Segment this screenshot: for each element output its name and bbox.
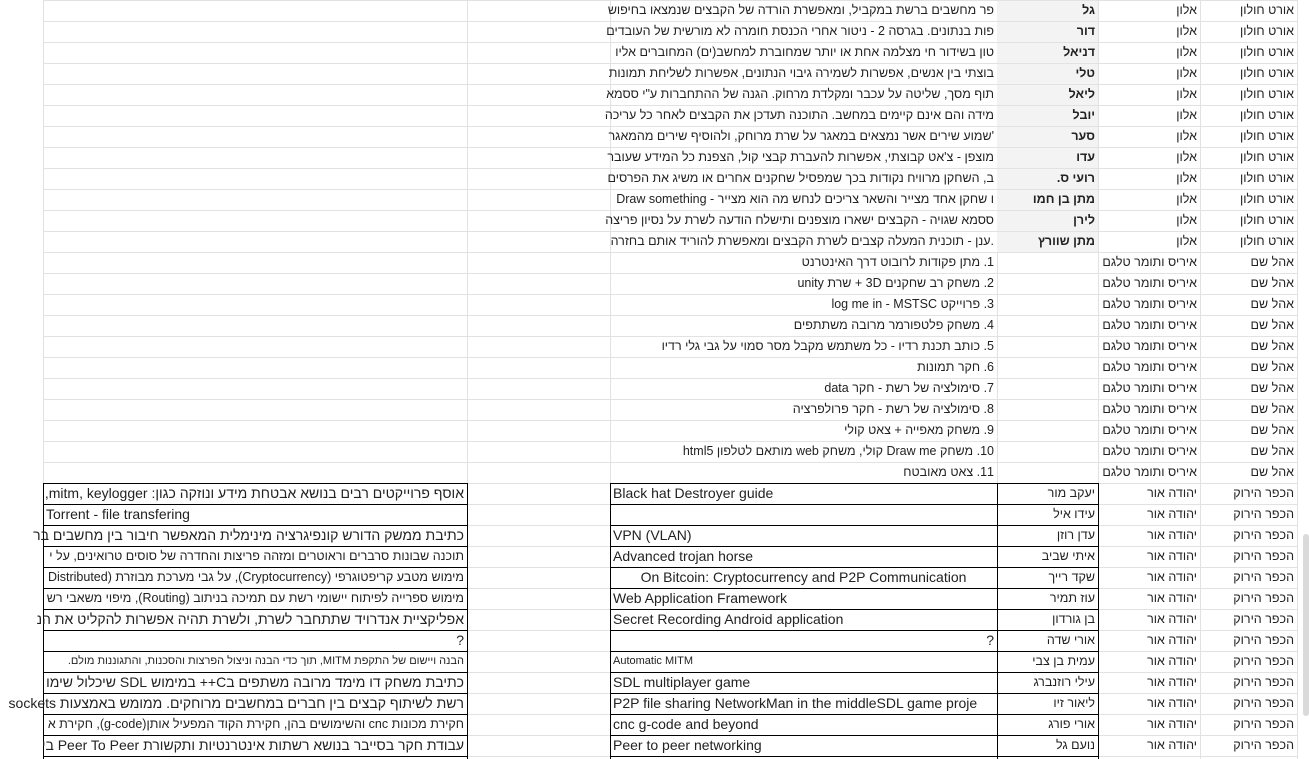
- description-cell[interactable]: [46, 273, 464, 293]
- school-cell[interactable]: אורט חולון: [1240, 171, 1294, 185]
- teacher-cell[interactable]: איריס ותומר טלגם: [1102, 276, 1197, 290]
- project-cell[interactable]: Peer to peer networking: [613, 737, 762, 753]
- project-cell[interactable]: P2P file sharing NetworkMan in the middleSDL game proje: [613, 695, 978, 711]
- empty-cell[interactable]: [470, 84, 607, 104]
- teacher-cell[interactable]: יהודה אור: [1147, 528, 1197, 542]
- school-cell[interactable]: אורט חולון: [1240, 24, 1294, 38]
- school-cell[interactable]: אורט חולון: [1240, 3, 1294, 17]
- school-cell[interactable]: אהל שם: [1250, 339, 1294, 353]
- school-cell[interactable]: אהל שם: [1250, 465, 1294, 479]
- description-cell[interactable]: [46, 231, 464, 251]
- project-cell[interactable]: Black hat Destroyer guide: [613, 485, 774, 501]
- empty-cell[interactable]: [470, 357, 607, 377]
- empty-cell[interactable]: [470, 42, 607, 62]
- project-cell[interactable]: 7. סימולציה של רשת - חקר data: [824, 381, 994, 395]
- description-cell[interactable]: [46, 0, 464, 20]
- column-divider: [1200, 0, 1201, 759]
- empty-cell[interactable]: [470, 273, 607, 293]
- student-cell[interactable]: עדן רוזן: [1056, 528, 1095, 542]
- school-cell[interactable]: הכפר הירוק: [1233, 633, 1294, 647]
- empty-cell[interactable]: [470, 693, 607, 713]
- school-cell[interactable]: הכפר הירוק: [1233, 570, 1294, 584]
- school-cell[interactable]: אורט חולון: [1240, 87, 1294, 101]
- teacher-cell[interactable]: איריס ותומר טלגם: [1102, 297, 1197, 311]
- description-cell[interactable]: [46, 315, 464, 335]
- student-cell[interactable]: עילי רוזנברג: [1033, 675, 1095, 689]
- school-cell[interactable]: אהל שם: [1250, 402, 1294, 416]
- school-cell[interactable]: אהל שם: [1250, 444, 1294, 458]
- student-cell[interactable]: דור: [1076, 24, 1095, 38]
- student-cell[interactable]: [1000, 315, 1095, 335]
- description-cell[interactable]: תוכנה שבונות סרברים וראוטרים ומזהה פריצות והחדרה של סוסים טרואינים, על י: [49, 549, 464, 563]
- description-cell[interactable]: [46, 252, 464, 272]
- project-cell[interactable]: מידה והם אינם קיימים במחשב. התוכנה תעדכן את הקבצים לאחר כל עריכה: [604, 108, 994, 122]
- school-cell[interactable]: הכפר הירוק: [1233, 549, 1294, 563]
- description-cell[interactable]: [46, 105, 464, 125]
- vertical-scrollbar[interactable]: [1303, 534, 1309, 716]
- project-cell[interactable]: פות בנתונים. בגרסה 2 - ניטור אחרי הכנסת חומרה לא מורשית של העובדים: [606, 24, 994, 38]
- teacher-cell[interactable]: איריס ותומר טלגם: [1102, 402, 1197, 416]
- empty-cell[interactable]: [470, 462, 607, 482]
- project-cell[interactable]: 2. משחק רב שחקנים 3D + שרת unity: [797, 276, 994, 290]
- student-cell[interactable]: נועם גל: [1056, 738, 1095, 752]
- empty-cell[interactable]: [470, 210, 607, 230]
- student-cell[interactable]: איתי שביב: [1041, 549, 1095, 563]
- project-cell[interactable]: SDL multiplayer game: [613, 674, 751, 690]
- empty-cell[interactable]: [470, 609, 607, 629]
- empty-cell[interactable]: [470, 63, 607, 83]
- student-cell[interactable]: דניאל: [1063, 45, 1095, 59]
- teacher-cell[interactable]: איריס ותומר טלגם: [1102, 255, 1197, 269]
- student-cell[interactable]: ליאל: [1068, 87, 1095, 101]
- description-cell[interactable]: אוסף פרוייקטים רבים בנושא אבטחת מידע ונוזקה כגון: mitm, keylogger,: [44, 485, 464, 501]
- school-cell[interactable]: הכפר הירוק: [1233, 654, 1294, 668]
- student-cell[interactable]: עמית בן צבי: [1032, 654, 1095, 668]
- student-cell[interactable]: [1000, 336, 1095, 356]
- school-cell[interactable]: הכפר הירוק: [1233, 507, 1294, 521]
- description-cell[interactable]: [46, 210, 464, 230]
- project-cell[interactable]: בוצתי בין אנשים, אפשרות לשמירה גיבוי הנתונים, אפשרות לשליחת תמונות: [608, 66, 994, 80]
- teacher-cell[interactable]: יהודה אור: [1147, 591, 1197, 605]
- teacher-cell[interactable]: יהודה אור: [1147, 486, 1197, 500]
- empty-cell[interactable]: [470, 651, 607, 671]
- description-cell[interactable]: [46, 378, 464, 398]
- project-cell[interactable]: מוצפן - צ'אט קבוצתי, אפשרות להעברת קבצי קול, הצפנת כל המידע שעובר: [607, 150, 994, 164]
- project-cell[interactable]: 5. כותב תכנת רדיו - כל משתמש מקבל מסר סמוי על גבי גלי רדיו: [661, 339, 994, 353]
- student-cell[interactable]: [1000, 399, 1095, 419]
- student-cell[interactable]: גל: [1082, 3, 1095, 17]
- description-cell[interactable]: מימוש מטבע קריפטוגרפי (Cryptocurrency), על גבי מערכת מבוזרת (Distributed: [47, 570, 464, 584]
- description-cell[interactable]: אפליקציית אנדרויד שתתחבר לשרת, ולשרת תהיה אפשרות להקליט את הנ: [36, 611, 464, 627]
- teacher-cell[interactable]: יהודה אור: [1147, 654, 1197, 668]
- student-cell[interactable]: סער: [1071, 129, 1095, 143]
- empty-cell[interactable]: [470, 630, 607, 650]
- empty-cell[interactable]: [470, 399, 607, 419]
- project-cell[interactable]: 11. צאט מאובטח: [903, 465, 994, 479]
- student-cell[interactable]: אורי פורג: [1048, 717, 1095, 731]
- teacher-cell[interactable]: איריס ותומר טלגם: [1102, 444, 1197, 458]
- school-cell[interactable]: אהל שם: [1250, 276, 1294, 290]
- teacher-cell[interactable]: איריס ותומר טלגם: [1102, 423, 1197, 437]
- teacher-cell[interactable]: יהודה אור: [1147, 570, 1197, 584]
- description-cell[interactable]: עבודת חקר בסייבר בנושא רשתות אינטרנטיות ותקשורת Peer To Peer בי: [41, 737, 464, 753]
- description-cell[interactable]: רשת לשיתוף קבצים בין חברים במחשבים מרוחקים. ממומש באמצעות sockets: [8, 695, 464, 711]
- school-cell[interactable]: אורט חולון: [1240, 213, 1294, 227]
- student-cell[interactable]: [1000, 378, 1095, 398]
- description-cell[interactable]: [46, 294, 464, 314]
- teacher-cell[interactable]: אלון: [1176, 192, 1197, 206]
- student-cell[interactable]: מתן שוורץ: [1038, 234, 1095, 248]
- project-cell[interactable]: פר מחשבים ברשת במקביל, ומאפשרת הורדה של הקבצים שנמצאו בחיפוש: [607, 3, 994, 17]
- empty-cell[interactable]: [470, 441, 607, 461]
- teacher-cell[interactable]: יהודה אור: [1147, 633, 1197, 647]
- teacher-cell[interactable]: יהודה אור: [1147, 717, 1197, 731]
- student-cell[interactable]: יובל: [1072, 108, 1095, 122]
- teacher-cell[interactable]: יהודה אור: [1147, 738, 1197, 752]
- student-cell[interactable]: [1000, 273, 1095, 293]
- empty-cell[interactable]: [470, 336, 607, 356]
- school-cell[interactable]: אורט חולון: [1240, 108, 1294, 122]
- project-cell[interactable]: 10. משחק Draw me קולי, משחק web מותאם לטלפון html5: [682, 444, 994, 458]
- empty-cell[interactable]: [470, 525, 607, 545]
- teacher-cell[interactable]: איריס ותומר טלגם: [1102, 381, 1197, 395]
- empty-cell[interactable]: [470, 126, 607, 146]
- project-cell[interactable]: Automatic MITM: [613, 655, 694, 667]
- school-cell[interactable]: אורט חולון: [1240, 192, 1294, 206]
- school-cell[interactable]: אורט חולון: [1240, 150, 1294, 164]
- teacher-cell[interactable]: אלון: [1176, 66, 1197, 80]
- school-cell[interactable]: הכפר הירוק: [1233, 591, 1294, 605]
- project-cell[interactable]: 8. סימולציה של רשת - חקר פרולפרציה: [792, 402, 994, 416]
- description-cell[interactable]: [46, 168, 464, 188]
- cell-border: [1098, 483, 1099, 759]
- description-cell[interactable]: [46, 126, 464, 146]
- student-cell[interactable]: עוז תמיר: [1049, 591, 1095, 605]
- empty-cell[interactable]: [470, 105, 607, 125]
- project-cell[interactable]: 1. מתן פקודות לרובוט דרך האינטרנט: [801, 255, 994, 269]
- school-cell[interactable]: הכפר הירוק: [1233, 717, 1294, 731]
- empty-cell[interactable]: [470, 546, 607, 566]
- teacher-cell[interactable]: איריס ותומר טלגם: [1102, 318, 1197, 332]
- empty-cell[interactable]: [470, 567, 607, 587]
- school-cell[interactable]: אורט חולון: [1240, 45, 1294, 59]
- teacher-cell[interactable]: אלון: [1176, 129, 1197, 143]
- project-cell[interactable]: Web Application Framework: [613, 590, 788, 606]
- cell-border: [467, 483, 468, 759]
- project-cell[interactable]: Advanced trojan horse: [613, 548, 754, 564]
- project-cell[interactable]: On Bitcoin: Cryptocurrency and P2P Communication: [640, 569, 967, 585]
- student-cell[interactable]: בן גורדון: [1052, 612, 1095, 626]
- school-cell[interactable]: אהל שם: [1250, 381, 1294, 395]
- description-cell[interactable]: [46, 147, 464, 167]
- project-cell[interactable]: 6. חקר תמונות: [917, 360, 994, 374]
- empty-cell[interactable]: [470, 0, 607, 20]
- school-cell[interactable]: אהל שם: [1250, 423, 1294, 437]
- student-cell[interactable]: ליאור זיו: [1053, 696, 1095, 710]
- student-cell[interactable]: [1000, 294, 1095, 314]
- school-cell[interactable]: אהל שם: [1250, 255, 1294, 269]
- description-cell[interactable]: [46, 462, 464, 482]
- teacher-cell[interactable]: אלון: [1176, 108, 1197, 122]
- empty-cell[interactable]: [470, 672, 607, 692]
- school-cell[interactable]: הכפר הירוק: [1233, 528, 1294, 542]
- student-cell[interactable]: עידו איל: [1053, 507, 1095, 521]
- project-cell[interactable]: ב, השחקן מרוויח נקודות בכך שמפסיל שחקנים אחרים או משיג את הפרסים: [607, 171, 994, 185]
- description-cell[interactable]: כתיבת משחק דו מימד מרובה משתפים בC++ במימוש SDL שיכלול שימו: [46, 674, 464, 690]
- school-cell[interactable]: הכפר הירוק: [1233, 738, 1294, 752]
- description-cell[interactable]: כתיבת ממשק הדורש קונפיגרציה מינימלית המאפשר חיבור בין מחשבים בר: [33, 527, 464, 543]
- description-cell[interactable]: [46, 399, 464, 419]
- student-cell[interactable]: שקד רייך: [1048, 570, 1095, 584]
- teacher-cell[interactable]: יהודה אור: [1147, 675, 1197, 689]
- empty-cell[interactable]: [470, 147, 607, 167]
- project-cell[interactable]: ?: [986, 632, 994, 648]
- project-cell[interactable]: 9. משחק מאפייה + צאט קולי: [844, 423, 994, 437]
- empty-cell[interactable]: [470, 252, 607, 272]
- project-cell[interactable]: 3. פרוייקט log me in - MSTSC: [831, 297, 994, 311]
- school-cell[interactable]: הכפר הירוק: [1233, 696, 1294, 710]
- description-cell[interactable]: [46, 84, 464, 104]
- empty-cell[interactable]: [470, 189, 607, 209]
- project-cell[interactable]: Secret Recording Android application: [613, 611, 844, 627]
- student-cell[interactable]: לירן: [1073, 213, 1095, 227]
- column-divider: [1297, 0, 1298, 759]
- student-cell[interactable]: אורי שדה: [1046, 633, 1095, 647]
- student-cell[interactable]: טלי: [1075, 66, 1095, 80]
- teacher-cell[interactable]: אלון: [1176, 171, 1197, 185]
- cell-border: [610, 483, 611, 759]
- empty-cell[interactable]: [470, 735, 607, 755]
- student-cell[interactable]: [1000, 252, 1095, 272]
- student-cell[interactable]: רועי ס.: [1056, 171, 1095, 185]
- project-cell[interactable]: 'שמוע שירים אשר נמצאים במאגר על שרת מרוחק, ולהוסיף שירים מהמאגר: [608, 129, 994, 143]
- project-cell[interactable]: ססמא שגויה - הקבצים ישארו מוצפנים ותישלח הודעה לשרת על נסיון פריצה: [605, 213, 994, 227]
- cell-border: [997, 483, 998, 759]
- student-cell[interactable]: מתן בן חמו: [1032, 192, 1095, 206]
- project-cell[interactable]: .ענן - תוכנית המעלה קצבים לשרת הקבצים ומאפשרת להוריד אותם בחזרה: [610, 234, 994, 248]
- empty-cell[interactable]: [470, 588, 607, 608]
- empty-cell[interactable]: [470, 714, 607, 734]
- description-cell[interactable]: [46, 441, 464, 461]
- description-cell[interactable]: ?: [456, 632, 464, 648]
- project-cell[interactable]: ו שחקן אחד מצייר והשאר צריכים לנחש מה הוא מצייר - Draw something: [616, 192, 994, 206]
- teacher-cell[interactable]: אלון: [1176, 45, 1197, 59]
- empty-cell[interactable]: [470, 420, 607, 440]
- student-cell[interactable]: יעקב מור: [1047, 486, 1095, 500]
- school-cell[interactable]: אורט חולון: [1240, 129, 1294, 143]
- teacher-cell[interactable]: איריס ותומר טלגם: [1102, 339, 1197, 353]
- teacher-cell[interactable]: אלון: [1176, 24, 1197, 38]
- empty-cell[interactable]: [470, 294, 607, 314]
- description-cell[interactable]: [46, 336, 464, 356]
- description-cell[interactable]: חקירת מכונות cnc והשימושים בהן, חקירת הקוד המפעיל אותן(g-code), חקירת א: [47, 717, 464, 731]
- school-cell[interactable]: אהל שם: [1250, 360, 1294, 374]
- teacher-cell[interactable]: איריס ותומר טלגם: [1102, 360, 1197, 374]
- teacher-cell[interactable]: יהודה אור: [1147, 549, 1197, 563]
- description-cell[interactable]: [46, 420, 464, 440]
- description-cell[interactable]: Torrent - file transfering: [46, 506, 190, 522]
- school-cell[interactable]: אורט חולון: [1240, 234, 1294, 248]
- teacher-cell[interactable]: אלון: [1176, 87, 1197, 101]
- empty-cell[interactable]: [470, 21, 607, 41]
- teacher-cell[interactable]: יהודה אור: [1147, 612, 1197, 626]
- teacher-cell[interactable]: אלון: [1176, 213, 1197, 227]
- description-cell[interactable]: [46, 21, 464, 41]
- school-cell[interactable]: הכפר הירוק: [1233, 612, 1294, 626]
- empty-cell[interactable]: [470, 231, 607, 251]
- description-cell[interactable]: [46, 189, 464, 209]
- school-cell[interactable]: אורט חולון: [1240, 66, 1294, 80]
- description-cell[interactable]: מימוש ספרייה לפיתוח יישומי רשת עם תמיכה בניתוב (Routing), מיפוי משאבי רש: [46, 591, 464, 605]
- school-cell[interactable]: הכפר הירוק: [1233, 486, 1294, 500]
- cell-border: [610, 756, 1098, 757]
- teacher-cell[interactable]: איריס ותומר טלגם: [1102, 465, 1197, 479]
- empty-cell[interactable]: [470, 483, 607, 503]
- project-cell[interactable]: טון בשידור חי מצלמה אחת או יותר שמחוברת למחשב(ים) המחוברים אליו: [615, 45, 994, 59]
- school-cell[interactable]: אהל שם: [1250, 297, 1294, 311]
- empty-cell[interactable]: [470, 504, 607, 524]
- teacher-cell[interactable]: יהודה אור: [1147, 507, 1197, 521]
- description-cell[interactable]: [46, 357, 464, 377]
- school-cell[interactable]: הכפר הירוק: [1233, 675, 1294, 689]
- teacher-cell[interactable]: אלון: [1176, 3, 1197, 17]
- student-cell[interactable]: [1000, 420, 1095, 440]
- empty-cell[interactable]: [470, 378, 607, 398]
- teacher-cell[interactable]: אלון: [1176, 234, 1197, 248]
- student-cell[interactable]: עדו: [1076, 150, 1095, 164]
- student-cell[interactable]: [1000, 462, 1095, 482]
- project-cell[interactable]: 4. משחק פלטפורמר מרובה משתתפים: [793, 318, 994, 332]
- description-cell[interactable]: הבנה ויישום של התקפת MITM, תוך כדי הבנה וניצול הפרצות והסכנות, והתגוננות מולם.: [67, 655, 464, 667]
- project-cell[interactable]: cnc g-code and beyond: [613, 716, 759, 732]
- project-cell[interactable]: VPN (VLAN): [613, 527, 692, 543]
- empty-cell[interactable]: [470, 315, 607, 335]
- student-cell[interactable]: [1000, 441, 1095, 461]
- cell-border: [43, 756, 467, 757]
- teacher-cell[interactable]: אלון: [1176, 150, 1197, 164]
- teacher-cell[interactable]: יהודה אור: [1147, 696, 1197, 710]
- student-cell[interactable]: [1000, 357, 1095, 377]
- school-cell[interactable]: אהל שם: [1250, 318, 1294, 332]
- project-cell[interactable]: [613, 504, 994, 524]
- empty-cell[interactable]: [470, 168, 607, 188]
- description-cell[interactable]: [46, 63, 464, 83]
- description-cell[interactable]: [46, 42, 464, 62]
- project-cell[interactable]: תוף מסך, שליטה על עכבר ומקלדת מרחוק. הגנה של ההתחברות ע"י ססמא: [606, 87, 994, 101]
